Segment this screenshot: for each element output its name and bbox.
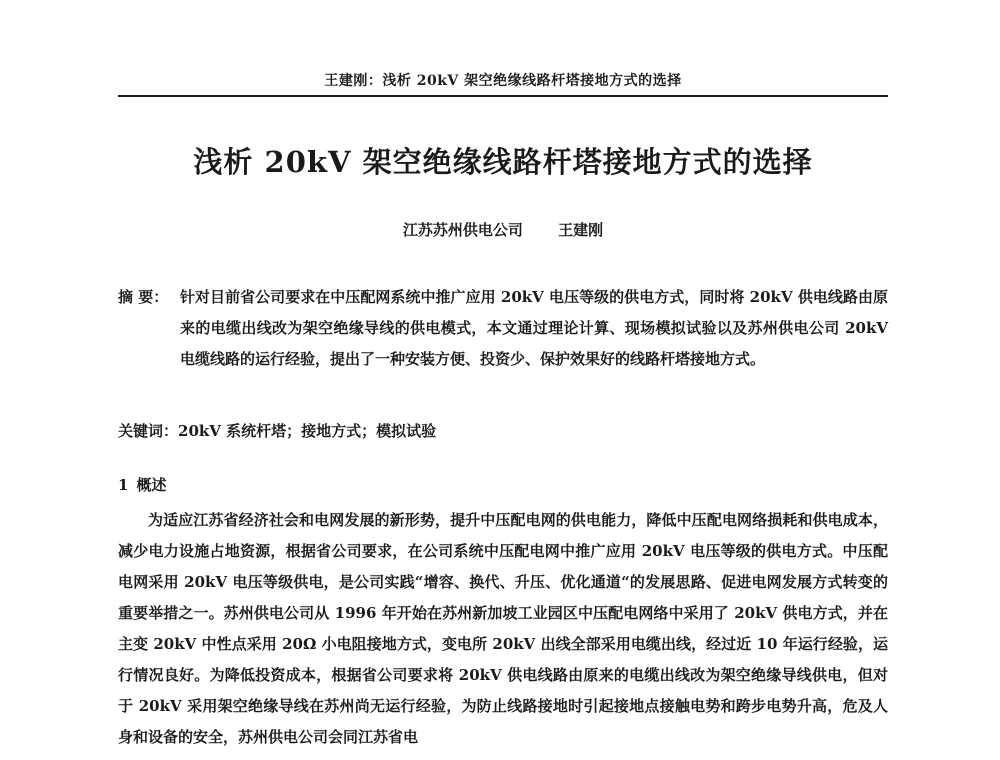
header-rule <box>118 95 888 97</box>
keywords-text: 20kV 系统杆塔；接地方式；模拟试验 <box>178 422 437 440</box>
section-number: 1 <box>118 476 129 494</box>
abstract-text: 针对目前省公司要求在中压配网系统中推广应用 20kV 电压等级的供电方式，同时将 20kV 供电线路由原来的电缆出线改为架空绝缘导线的供电模式，本文通过理论计算、现场模拟试验以及苏州供电公司 20kV 电缆线路的运行经验，提出了一种安装方便、投资少、保护效果好的线路杆塔接地方式。 <box>180 288 888 368</box>
organization: 江苏苏州供电公司 <box>402 221 523 239</box>
abstract <box>118 282 888 375</box>
author-name: 王建刚 <box>558 221 604 239</box>
keywords-label: 关键词： <box>118 422 179 440</box>
section-title: 概述 <box>136 476 167 494</box>
body-paragraph: 为适应江苏省经济社会和电网发展的新形势，提升中压配电网的供电能力，降低中压配电网络损耗和供电成本，减少电力设施占地资源，根据省公司要求，在公司系统中压配电网中推广应用 20kV 电压等级的供电方式。中压配电网采用 20kV 电压等级供电，是公司实践“增容、换代、升压、优化通道“的发展思路、促进电网发展方式转变的重要举措之一。苏州供电公司从 1996 年开始在苏州新加坡工业园区中压配电网络中采用了 20kV 供电方式，并在主变 20kV 中性点采用 20Ω 小电阻接地方式，变电所 20kV 出线全部采用电缆出线，经过近 10 年运行经验，运行情况良好。为降低投资成本，根据省公司要求将 20kV 供电线路由原来的电缆出线改为架空绝缘导线供电，但对于 20kV 采用架空绝缘导线在苏州尚无运行经验，为防止线路接地时引起接地点接触电势和跨步电势升高，危及人身和设备的安全，苏州供电公司会同江苏省电 <box>118 511 888 746</box>
affiliation-line <box>118 219 888 240</box>
section-heading <box>118 474 166 495</box>
running-header: 王建刚：浅析 20kV 架空绝缘线路杆塔接地方式的选择 <box>324 73 682 89</box>
paper-title: 浅析 20kV 架空绝缘线路杆塔接地方式的选择 <box>193 145 813 179</box>
abstract-label: 摘 要： <box>118 288 169 306</box>
keywords <box>118 420 888 442</box>
